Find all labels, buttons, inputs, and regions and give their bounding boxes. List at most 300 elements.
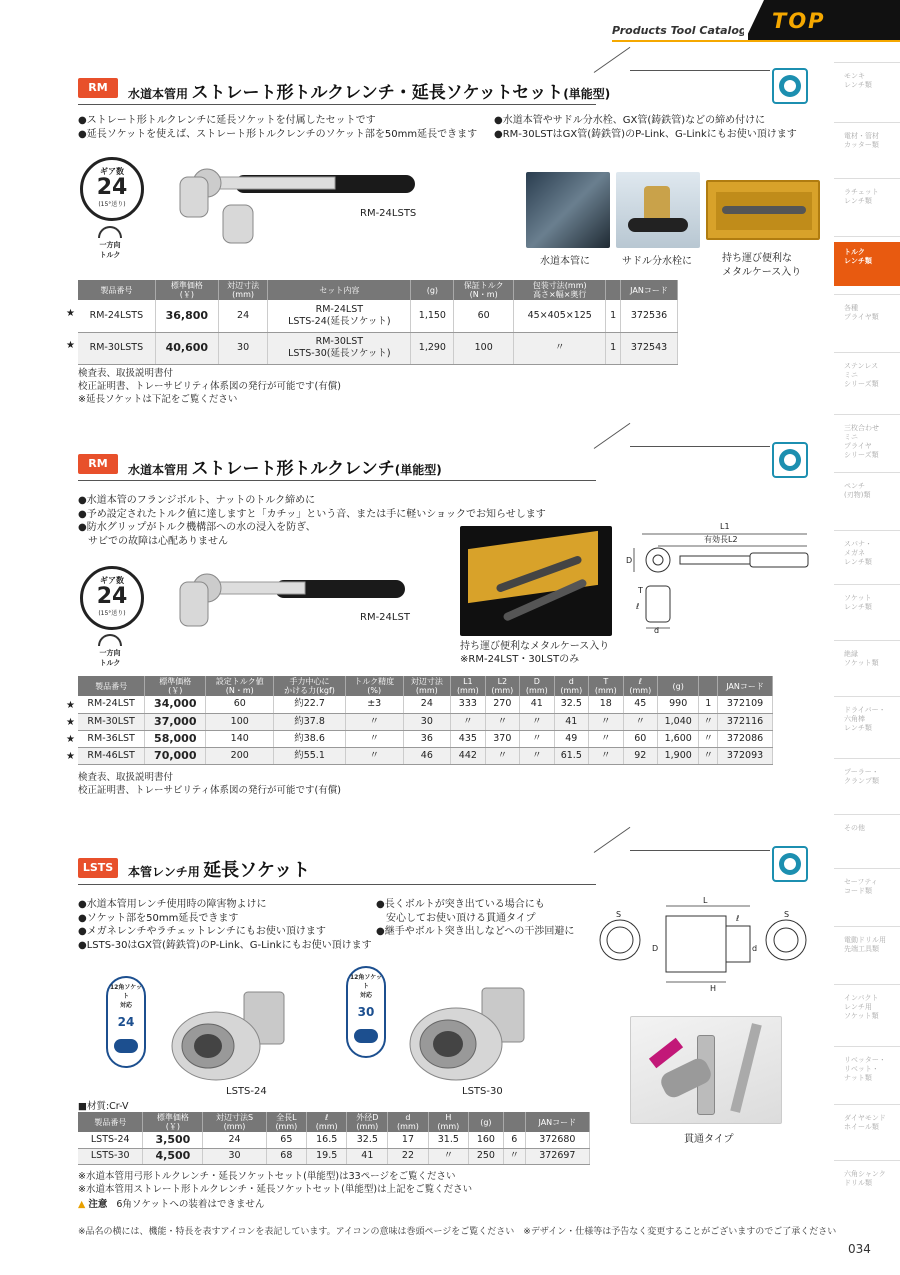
table-cell: 〃 [428, 1148, 468, 1164]
table-row [78, 747, 773, 764]
table-cell: 1,600 [658, 730, 699, 747]
sidebar-item[interactable]: スパナ・ メガネ レンチ類 [844, 540, 872, 566]
table-cell: 〃 [699, 713, 718, 730]
dim-label: d [654, 626, 660, 635]
table-cell: 〃 [520, 747, 554, 764]
note-line: 検査表、取扱説明書付 [78, 772, 174, 783]
table-cell: 〃 [589, 713, 623, 730]
column-header: L1 (mm) [451, 676, 485, 696]
table-cell: 1,040 [658, 713, 699, 730]
table-cell: RM-30LST LSTS-30(延長ソケット) [268, 332, 411, 364]
sec3-bullets-right [376, 898, 574, 939]
table-cell: 16.5 [307, 1132, 347, 1148]
badge-label: 12角ソケット 対応 [110, 984, 142, 1009]
saddle-valve-photo [616, 172, 700, 248]
table-cell: 92 [623, 747, 657, 764]
header-rule [612, 40, 900, 42]
table-cell: 68 [266, 1148, 306, 1164]
metal-case-photo [460, 526, 612, 636]
sidebar-divider [834, 640, 900, 641]
table-cell: 160 [469, 1132, 504, 1148]
sidebar-item[interactable]: モンキ レンチ類 [844, 72, 872, 89]
section-title [128, 856, 310, 882]
dim-label: H [710, 984, 717, 993]
table-cell: 1 [606, 332, 621, 364]
table-cell: 約37.8 [274, 713, 346, 730]
column-header: 製品番号 [78, 676, 145, 696]
table-cell: LSTS-24 [78, 1132, 143, 1148]
table-cell: 372697 [525, 1148, 589, 1164]
column-header [606, 280, 621, 300]
tool-caption: LSTS-24 [226, 1086, 267, 1097]
bullet: 安心してお使い頂ける貫通タイプ [376, 912, 536, 924]
sidebar-item[interactable]: 電動ドリル用 先端工具類 [844, 936, 886, 953]
table-cell: 41 [520, 696, 554, 713]
star-mark: ★ [66, 700, 75, 711]
section-rule [78, 104, 596, 105]
section-rule-top [630, 70, 770, 71]
sidebar-divider [834, 758, 900, 759]
dim-label: L [703, 896, 708, 905]
table-cell: 1,900 [658, 747, 699, 764]
column-header: ℓ (mm) [623, 676, 657, 696]
table-cell: 19.5 [307, 1148, 347, 1164]
star-mark: ★ [66, 717, 75, 728]
sidebar-divider [834, 926, 900, 927]
catalog-title: Products Tool Catalog [612, 24, 747, 37]
table-row [78, 1148, 590, 1164]
one-way-torque-icon [90, 226, 130, 260]
table-cell: 60 [206, 696, 274, 713]
table-cell: RM-24LST LSTS-24(延長ソケット) [268, 300, 411, 332]
photo-caption: 持ち運び便利な メタルケース入り [722, 253, 802, 278]
table-cell: 〃 [520, 713, 554, 730]
column-header: 包装寸法(mm) 高さ×幅×奥行 [514, 280, 606, 300]
column-header: JANコード [525, 1112, 589, 1132]
table-cell: 41 [347, 1148, 388, 1164]
table-cell: 45×405×125 [514, 300, 606, 332]
table-cell: 372109 [718, 696, 773, 713]
table-cell: RM-46LST [78, 747, 145, 764]
sidebar-divider [834, 984, 900, 985]
table-cell: 140 [206, 730, 274, 747]
bullet: ●水道本管のフランジボルト、ナットのトルク締めに [78, 495, 316, 506]
socket-icon [772, 442, 808, 478]
tool-caption: RM-24LSTS [360, 208, 417, 219]
column-header: d (mm) [554, 676, 588, 696]
one-way-torque-icon [90, 634, 130, 668]
table-cell: 〃 [503, 1148, 525, 1164]
column-header: 標準価格 (￥) [143, 1112, 203, 1132]
star-mark: ★ [66, 734, 75, 745]
section-title [128, 78, 610, 103]
table-cell: 37,000 [145, 713, 206, 730]
table-row [78, 696, 773, 713]
sidebar-divider [834, 178, 900, 179]
table-cell: 約55.1 [274, 747, 346, 764]
table-cell: 100 [454, 332, 514, 364]
bullet: ●予め設定されたトルク値に達しますと「カチッ」という音、または手に軽いショックでお知らせします [78, 508, 546, 520]
bullet: ●長くボルトが突き出ている場合にも [376, 899, 545, 910]
gear-sub: (15°送り) [98, 610, 126, 617]
table-cell: RM-24LSTS [78, 300, 155, 332]
section-badge: RM [78, 78, 118, 98]
table-cell: 60 [623, 730, 657, 747]
gear-number: 24 [96, 175, 128, 200]
table-cell: 17 [388, 1132, 428, 1148]
table-cell: 〃 [485, 713, 519, 730]
material-label: ■材質:Cr-V [78, 1101, 129, 1112]
sidebar-divider [834, 62, 900, 63]
table-cell: 40,600 [155, 332, 218, 364]
metal-case-photo [706, 180, 820, 240]
photo-caption: 水道本管に [540, 256, 590, 267]
bullet: ●ソケット部を50mm延長できます [78, 912, 239, 924]
sidebar-divider [834, 1160, 900, 1161]
sidebar-divider [834, 530, 900, 531]
table-row [78, 332, 678, 364]
table-cell: 〃 [345, 730, 403, 747]
logo-notch [744, 0, 764, 42]
table-cell: 435 [451, 730, 485, 747]
sidebar-divider [834, 352, 900, 353]
section-badge: RM [78, 454, 118, 474]
sidebar-divider [834, 1104, 900, 1105]
table-cell: 18 [589, 696, 623, 713]
sidebar-item[interactable]: インパクト レンチ用 ソケット類 [844, 994, 879, 1020]
table-cell: 4,500 [143, 1148, 203, 1164]
sec1-bullets-left [78, 114, 477, 141]
socket-icon [772, 846, 808, 882]
note-line: ※延長ソケットは下記をご覧ください [78, 394, 238, 405]
table-cell: 61.5 [554, 747, 588, 764]
table-cell: 41 [554, 713, 588, 730]
sidebar-divider [834, 294, 900, 295]
bullet: サビでの故障は心配ありません [78, 535, 228, 547]
table-cell: 372086 [718, 730, 773, 747]
title-suffix: (単能型) [563, 87, 611, 101]
table-cell: RM-30LSTS [78, 332, 155, 364]
sidebar-divider [834, 122, 900, 123]
sidebar-divider [834, 868, 900, 869]
note-line: 校正証明書、トレーサビリティ体系図の発行が可能です(有償) [78, 381, 341, 392]
table-cell: RM-30LST [78, 713, 145, 730]
bullet: ●LSTS-30はGX管(鋳鉄管)のP-Link、G-Linkにもお使い頂けます [78, 939, 372, 951]
logo-text: TOP [772, 9, 826, 33]
column-header: トルク精度 (%) [345, 676, 403, 696]
column-header: 対辺寸法S (mm) [203, 1112, 266, 1132]
table-cell: 46 [403, 747, 451, 764]
section-rule-angle [594, 423, 631, 449]
tool-caption: LSTS-30 [462, 1086, 503, 1097]
sidebar-divider [834, 814, 900, 815]
table-cell: 100 [206, 713, 274, 730]
sidebar-divider [834, 1046, 900, 1047]
table-cell: 442 [451, 747, 485, 764]
dim-label: T [638, 586, 643, 595]
gear-count-badge [80, 566, 144, 630]
sidebar-item[interactable]: プーラー・ クランプ類 [844, 768, 879, 785]
column-header [503, 1112, 525, 1132]
dim-label: L1 [720, 522, 730, 531]
note-line: 校正証明書、トレーサビリティ体系図の発行が可能です(有償) [78, 785, 341, 796]
table-cell: 372680 [525, 1132, 589, 1148]
table-cell: ±3 [345, 696, 403, 713]
sec2-notes [78, 771, 341, 797]
sidebar-divider [834, 472, 900, 473]
sidebar-item[interactable]: トルク レンチ類 [834, 242, 900, 286]
table-cell: 49 [554, 730, 588, 747]
table-cell: 〃 [345, 747, 403, 764]
section-badge: LSTS [78, 858, 118, 878]
dim-label: d [752, 944, 758, 953]
table-cell: 36,800 [155, 300, 218, 332]
table-cell: 60 [454, 300, 514, 332]
star-mark: ★ [66, 308, 75, 319]
section-rule-top [630, 446, 770, 447]
dim-label: D [652, 944, 659, 953]
table-row [78, 713, 773, 730]
table-cell: 34,000 [145, 696, 206, 713]
column-header: JANコード [718, 676, 773, 696]
caution-label: 注意 [88, 1199, 108, 1210]
caution-note [78, 1198, 264, 1211]
note-line: ※水道本管用ストレート形トルクレンチ・延長ソケットセット(単能型)は上記をご覧ください [78, 1184, 473, 1195]
column-header: 設定トルク値 (N・m) [206, 676, 274, 696]
torque-wrench-image [175, 570, 415, 640]
sec3-bullets-left [78, 898, 372, 952]
table-cell: 65 [266, 1132, 306, 1148]
title-prefix: 水道本管用 [128, 463, 189, 477]
table-cell: 372093 [718, 747, 773, 764]
table-cell: 24 [218, 300, 267, 332]
note-line: ※水道本管用弓形トルクレンチ・延長ソケットセット(単能型)は33ページをご覧ください [78, 1171, 456, 1182]
table-cell: 270 [485, 696, 519, 713]
bullet: ●メガネレンチやラチェットレンチにもお使い頂けます [78, 926, 326, 937]
table-cell: 372116 [718, 713, 773, 730]
table-cell: 〃 [589, 747, 623, 764]
12-point-socket-badge [346, 966, 386, 1058]
column-header: 全長L (mm) [266, 1112, 306, 1132]
dim-label: S [784, 910, 790, 919]
table-cell: 32.5 [554, 696, 588, 713]
table-cell: 36 [403, 730, 451, 747]
table-cell: 370 [485, 730, 519, 747]
table-cell: 〃 [451, 713, 485, 730]
dim-label: ℓ [636, 602, 640, 611]
water-main-photo [526, 172, 610, 248]
gear-label: ギア数 [100, 576, 124, 585]
sidebar-item[interactable]: ドライバー・ 六角棒 レンチ類 [844, 706, 886, 732]
column-header: H (mm) [428, 1112, 468, 1132]
column-header: 製品番号 [78, 280, 155, 300]
column-header: (g) [411, 280, 454, 300]
table-cell: 45 [623, 696, 657, 713]
column-header: 標準価格 (￥) [155, 280, 218, 300]
warning-icon: ▲ [78, 1199, 86, 1210]
column-header: 手力中心に かける力(kgf) [274, 676, 346, 696]
table-cell: 〃 [589, 730, 623, 747]
gear-sub: (15°送り) [98, 201, 126, 208]
column-header: 標準価格 (￥) [145, 676, 206, 696]
title-main: ストレート形トルクレンチ・延長ソケットセット [191, 83, 564, 103]
sidebar-item[interactable]: リベッター・ リベット・ ナット類 [844, 1056, 886, 1082]
sidebar-item[interactable]: ラチェット レンチ類 [844, 188, 879, 205]
bullet: ●継手やボルト突き出しなどへの干渉回避に [376, 926, 575, 937]
table-cell: 24 [203, 1132, 266, 1148]
photo-caption: サドル分水栓に [622, 256, 692, 267]
column-header [699, 676, 718, 696]
section-rule [78, 480, 596, 481]
sidebar-item[interactable]: その他 [844, 824, 865, 832]
sec1-spec-table [78, 280, 678, 365]
column-header: ℓ (mm) [307, 1112, 347, 1132]
table-cell: 58,000 [145, 730, 206, 747]
table-cell: 1,290 [411, 332, 454, 364]
table-row [78, 300, 678, 332]
section-rule-angle [594, 827, 631, 853]
table-cell: 約22.7 [274, 696, 346, 713]
sidebar-item[interactable]: 三枚合わせ ミニ プライヤ シリーズ類 [844, 424, 879, 459]
sidebar-item[interactable]: ペンチ (刃物)類 [844, 482, 871, 499]
dim-label: D [626, 556, 633, 565]
star-mark: ★ [66, 751, 75, 762]
12-point-socket-badge [106, 976, 146, 1068]
page-number: 034 [848, 1242, 871, 1256]
sidebar-item[interactable]: ソケット レンチ類 [844, 594, 872, 611]
socket-icon [772, 68, 808, 104]
bullet: ●防水グリップがトルク機構部への水の浸入を防ぎ、 [78, 522, 316, 533]
through-type-photo [630, 1016, 782, 1124]
table-cell: 1,150 [411, 300, 454, 332]
caption-line: ※RM-24LST・30LSTのみ [460, 654, 580, 665]
table-row [78, 730, 773, 747]
table-cell: 〃 [345, 713, 403, 730]
sidebar-divider [834, 696, 900, 697]
column-header: D (mm) [520, 676, 554, 696]
title-prefix: 本管レンチ用 [128, 865, 200, 879]
table-cell: 1 [606, 300, 621, 332]
column-header: 対辺寸法 (mm) [218, 280, 267, 300]
title-main: 延長ソケット [203, 860, 311, 881]
footer-note: ※品名の横には、機能・特長を表すアイコンを表記しています。アイコンの意味は巻頭ページをご覧ください ※デザイン・仕様等は予告なく変更することがございますのでご了承ください [78, 1227, 837, 1237]
gear-number: 24 [96, 584, 128, 609]
column-header: JANコード [621, 280, 678, 300]
bullet: ●ストレート形トルクレンチに延長ソケットを付属したセットです [78, 115, 376, 126]
table-cell: 3,500 [143, 1132, 203, 1148]
table-cell: 22 [388, 1148, 428, 1164]
table-cell: 〃 [485, 747, 519, 764]
table-cell: 1 [699, 696, 718, 713]
column-header: 対辺寸法 (mm) [403, 676, 451, 696]
bullet: ●延長ソケットを使えば、ストレート形トルクレンチのソケット部を50mm延長できます [78, 128, 478, 140]
table-cell: 250 [469, 1148, 504, 1164]
sidebar-item[interactable]: ステンレス ミニ シリーズ類 [844, 362, 879, 388]
table-cell: 70,000 [145, 747, 206, 764]
table-cell: 約38.6 [274, 730, 346, 747]
one-way-label: 一方向 トルク [99, 241, 121, 259]
sidebar-item[interactable]: 絶縁 ソケット類 [844, 650, 879, 667]
column-header: 保証トルク (N・m) [454, 280, 514, 300]
table-cell: 372543 [621, 332, 678, 364]
extension-socket-24-image [160, 986, 300, 1086]
column-header: T (mm) [589, 676, 623, 696]
gear-count-badge [80, 157, 144, 221]
tool-caption: RM-24LST [360, 612, 410, 623]
sec1-notes [78, 367, 341, 406]
table-cell: 372536 [621, 300, 678, 332]
one-way-label: 一方向 トルク [99, 649, 121, 667]
sidebar-item[interactable]: 各種 プライヤ類 [844, 304, 879, 321]
table-cell: 6 [503, 1132, 525, 1148]
caution-text: 6角ソケットへの装着はできません [116, 1199, 265, 1210]
sidebar-item[interactable]: セーフティ コード類 [844, 878, 878, 895]
table-cell: 31.5 [428, 1132, 468, 1148]
section-title [128, 454, 442, 479]
table-cell: 30 [218, 332, 267, 364]
table-cell: 〃 [699, 747, 718, 764]
table-cell: LSTS-30 [78, 1148, 143, 1164]
column-header: (g) [469, 1112, 504, 1132]
socket-dimension-diagram [596, 898, 816, 998]
star-mark: ★ [66, 340, 75, 351]
sidebar-item[interactable]: 電材・管材 カッター類 [844, 132, 879, 149]
badge-label: 12角ソケット 対応 [350, 974, 382, 999]
sidebar-item[interactable]: ダイヤモンド ホイール類 [844, 1114, 886, 1131]
table-cell: 32.5 [347, 1132, 388, 1148]
dim-label: S [616, 910, 622, 919]
sidebar-divider [834, 584, 900, 585]
title-suffix: (単能型) [394, 463, 442, 477]
bullet: ●水道本管用レンチ使用時の障害物よけに [78, 899, 267, 910]
title-prefix: 水道本管用 [128, 87, 189, 101]
bullet: ●RM-30LSTはGX管(鋳鉄管)のP-Link、G-Linkにもお使い頂けます [494, 128, 797, 140]
title-main: ストレート形トルクレンチ [191, 459, 395, 479]
column-header: L2 (mm) [485, 676, 519, 696]
sidebar-divider [834, 414, 900, 415]
table-cell: 333 [451, 696, 485, 713]
sec3-spec-table [78, 1112, 590, 1165]
column-header: (g) [658, 676, 699, 696]
table-row [78, 1132, 590, 1148]
section-rule [78, 884, 596, 885]
dim-label: ℓ [736, 914, 740, 923]
photo-caption [460, 640, 609, 666]
sec3-notes [78, 1170, 472, 1196]
table-cell: 200 [206, 747, 274, 764]
section-rule-top [630, 850, 770, 851]
sidebar-item[interactable]: 六角シャンク ドリル類 [844, 1170, 886, 1187]
bullet: ●水道本管やサドル分水栓、GX管(鋳鉄管)などの締め付けに [494, 115, 766, 126]
section-rule-angle [594, 47, 631, 73]
caption-line: 持ち運び便利なメタルケース入り [460, 641, 610, 652]
photo-caption: 貫通タイプ [684, 1134, 734, 1145]
table-cell: 30 [203, 1148, 266, 1164]
table-cell: RM-36LST [78, 730, 145, 747]
table-cell: 24 [403, 696, 451, 713]
dim-label: 有効長L2 [704, 535, 738, 544]
table-cell: 〃 [514, 332, 606, 364]
column-header: 外径D (mm) [347, 1112, 388, 1132]
table-cell: 990 [658, 696, 699, 713]
column-header: d (mm) [388, 1112, 428, 1132]
gear-label: ギア数 [100, 167, 124, 176]
table-cell: 〃 [699, 730, 718, 747]
sec2-spec-table [78, 676, 773, 765]
extension-socket-30-image [400, 984, 540, 1084]
table-cell: 30 [403, 713, 451, 730]
column-header: セット内容 [268, 280, 411, 300]
